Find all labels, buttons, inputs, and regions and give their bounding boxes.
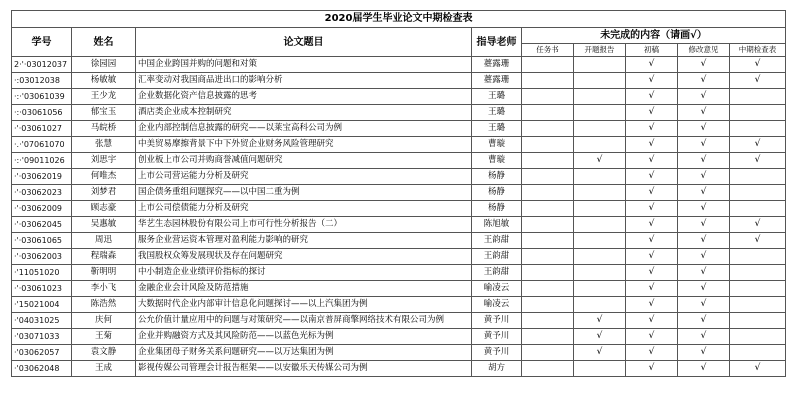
advisor-cell: 王璐 (472, 105, 522, 121)
student-name-cell: 程瑞森 (72, 249, 136, 265)
thesis-title-cell: 中国企业跨国并购的问题和对策 (136, 57, 472, 73)
student-name-cell: 靳明明 (72, 265, 136, 281)
table-row (12, 185, 786, 201)
check-cell-midterm (730, 185, 786, 201)
check-mark-icon: √ (700, 187, 707, 197)
check-mark-icon: √ (700, 331, 707, 341)
check-cell-proposal (574, 169, 626, 185)
check-mark-icon: √ (700, 171, 707, 181)
check-cell-revision (678, 297, 730, 313)
table-row (12, 297, 786, 313)
student-name-cell: 王菊 (72, 329, 136, 345)
check-cell-draft (626, 361, 678, 377)
advisor-cell: 王璐 (472, 121, 522, 137)
check-mark-icon: √ (648, 267, 655, 277)
thesis-title-cell: 企业内部控制信息披露的研究——以莱宝高科公司为例 (136, 121, 472, 137)
check-mark-icon: √ (700, 267, 707, 277)
check-mark-icon: √ (596, 315, 603, 325)
advisor-cell: 杨静 (472, 185, 522, 201)
check-mark-icon: √ (648, 123, 655, 133)
check-cell-midterm (730, 217, 786, 233)
advisor-cell: 陈旭敏 (472, 217, 522, 233)
table-row (12, 57, 786, 73)
table-row (12, 265, 786, 281)
check-mark-icon: √ (648, 155, 655, 165)
advisor-cell: 杨静 (472, 201, 522, 217)
check-cell-proposal (574, 57, 626, 73)
check-cell-draft (626, 329, 678, 345)
check-cell-proposal (574, 297, 626, 313)
thesis-title-cell: 华艺生态园林股份有限公司上市可行性分析报告（二） (136, 217, 472, 233)
check-mark-icon: √ (648, 363, 655, 373)
check-mark-icon: √ (754, 139, 761, 149)
table-row (12, 153, 786, 169)
table-row (12, 345, 786, 361)
table-row (12, 89, 786, 105)
check-mark-icon: √ (700, 203, 707, 213)
header-student-id: 学号 (12, 28, 72, 57)
check-mark-icon: √ (700, 283, 707, 293)
check-mark-icon: √ (700, 123, 707, 133)
thesis-title-cell: 上市公司偿债能力分析及研究 (136, 201, 472, 217)
table-row (12, 281, 786, 297)
student-id-cell: ·:·03061056 (12, 105, 72, 121)
check-cell-revision (678, 313, 730, 329)
check-cell-proposal (574, 233, 626, 249)
thesis-title-cell: 大数据时代企业内部审计信息化问题探讨——以上汽集团为例 (136, 297, 472, 313)
student-name-cell: 李小飞 (72, 281, 136, 297)
student-id-cell: ·'·03062009 (12, 201, 72, 217)
student-id-cell: ·'03071033 (12, 329, 72, 345)
check-mark-icon: √ (648, 299, 655, 309)
check-cell-task (522, 233, 574, 249)
check-cell-proposal (574, 185, 626, 201)
advisor-cell: 薹露珊 (472, 73, 522, 89)
check-cell-midterm (730, 233, 786, 249)
student-name-cell: 庆何 (72, 313, 136, 329)
thesis-title-cell: 中美贸易摩擦背景下中下外贸企业财务风险管理研究 (136, 137, 472, 153)
check-cell-revision (678, 217, 730, 233)
table-body (12, 57, 786, 377)
check-cell-proposal (574, 153, 626, 169)
check-cell-draft (626, 201, 678, 217)
table-title: 2020届学生毕业论文中期检查表 (12, 11, 786, 28)
header-name: 姓名 (72, 28, 136, 57)
header-sub-draft: 初稿 (626, 44, 678, 57)
check-cell-draft (626, 265, 678, 281)
check-cell-revision (678, 361, 730, 377)
student-name-cell: 马皖桥 (72, 121, 136, 137)
check-mark-icon: √ (648, 251, 655, 261)
check-cell-task (522, 201, 574, 217)
check-mark-icon: √ (700, 347, 707, 357)
thesis-title-cell: 上市公司营运能力分析及研究 (136, 169, 472, 185)
student-name-cell: 郁宝玉 (72, 105, 136, 121)
student-id-cell: ·'·03061065 (12, 233, 72, 249)
check-cell-task (522, 169, 574, 185)
check-cell-task (522, 73, 574, 89)
table-row (12, 201, 786, 217)
advisor-cell: 王璐 (472, 89, 522, 105)
advisor-cell: 胡方 (472, 361, 522, 377)
check-cell-proposal (574, 249, 626, 265)
advisor-cell: 王韵甜 (472, 249, 522, 265)
check-mark-icon: √ (648, 171, 655, 181)
thesis-title-cell: 金融企业会计风险及防范措施 (136, 281, 472, 297)
check-cell-proposal (574, 217, 626, 233)
advisor-cell: 曹璇 (472, 153, 522, 169)
student-name-cell: 王少龙 (72, 89, 136, 105)
student-name-cell: 王成 (72, 361, 136, 377)
check-cell-task (522, 153, 574, 169)
student-id-cell: ·'·03062019 (12, 169, 72, 185)
check-mark-icon: √ (648, 331, 655, 341)
check-cell-draft (626, 313, 678, 329)
check-mark-icon: √ (648, 107, 655, 117)
check-cell-revision (678, 73, 730, 89)
check-cell-revision (678, 89, 730, 105)
check-cell-draft (626, 105, 678, 121)
student-name-cell: 刘思宇 (72, 153, 136, 169)
header-incomplete: 未完成的内容（请画√） (522, 28, 786, 44)
student-id-cell: ·'·03062045 (12, 217, 72, 233)
advisor-cell: 喻凌云 (472, 297, 522, 313)
table-row (12, 329, 786, 345)
student-id-cell: ·'03062048 (12, 361, 72, 377)
check-cell-task (522, 297, 574, 313)
check-cell-proposal (574, 73, 626, 89)
check-cell-midterm (730, 345, 786, 361)
check-cell-draft (626, 233, 678, 249)
check-cell-midterm (730, 265, 786, 281)
check-mark-icon: √ (754, 75, 761, 85)
check-cell-proposal (574, 201, 626, 217)
check-mark-icon: √ (700, 219, 707, 229)
check-mark-icon: √ (754, 155, 761, 165)
thesis-title-cell: 影视传媒公司管理会计报告框架——以安徽乐天传媒公司为例 (136, 361, 472, 377)
header-sub-revision: 修改意见 (678, 44, 730, 57)
check-cell-task (522, 313, 574, 329)
check-cell-proposal (574, 265, 626, 281)
check-cell-revision (678, 137, 730, 153)
check-cell-midterm (730, 89, 786, 105)
student-id-cell: ·'04031025 (12, 313, 72, 329)
check-cell-revision (678, 233, 730, 249)
student-name-cell: 杨敏敏 (72, 73, 136, 89)
advisor-cell: 曹璇 (472, 137, 522, 153)
check-cell-revision (678, 121, 730, 137)
check-cell-proposal (574, 345, 626, 361)
check-cell-midterm (730, 169, 786, 185)
thesis-title-cell: 我国股权众筹发展现状及存在问题研究 (136, 249, 472, 265)
advisor-cell: 黄予川 (472, 345, 522, 361)
student-name-cell: 张慧 (72, 137, 136, 153)
check-cell-midterm (730, 361, 786, 377)
check-mark-icon: √ (700, 107, 707, 117)
student-id-cell: ·'·03061027 (12, 121, 72, 137)
check-cell-draft (626, 57, 678, 73)
check-cell-midterm (730, 329, 786, 345)
check-cell-proposal (574, 121, 626, 137)
check-cell-draft (626, 89, 678, 105)
check-cell-draft (626, 121, 678, 137)
check-cell-draft (626, 137, 678, 153)
student-name-cell: 袁文静 (72, 345, 136, 361)
check-mark-icon: √ (648, 203, 655, 213)
check-cell-draft (626, 169, 678, 185)
student-name-cell: 顾志豪 (72, 201, 136, 217)
check-mark-icon: √ (596, 347, 603, 357)
check-mark-icon: √ (700, 155, 707, 165)
table-row (12, 105, 786, 121)
check-cell-task (522, 89, 574, 105)
check-cell-revision (678, 201, 730, 217)
student-id-cell: ·'15021004 (12, 297, 72, 313)
check-mark-icon: √ (648, 59, 655, 69)
thesis-title-cell: 酒店类企业成本控制研究 (136, 105, 472, 121)
check-cell-midterm (730, 57, 786, 73)
check-cell-task (522, 329, 574, 345)
check-mark-icon: √ (754, 235, 761, 245)
check-cell-revision (678, 185, 730, 201)
advisor-cell: 薹露珊 (472, 57, 522, 73)
thesis-title-cell: 公允价值计量应用中的问题与对策研究——以南京普屏商擎网络技术有限公司为例 (136, 313, 472, 329)
thesis-title-cell: 企业并购融资方式及其风险防范——以蓝色光标为例 (136, 329, 472, 345)
check-cell-midterm (730, 201, 786, 217)
thesis-title-cell: 企业集团母子财务关系问题研究——以万达集团为例 (136, 345, 472, 361)
check-mark-icon: √ (596, 155, 603, 165)
check-cell-proposal (574, 89, 626, 105)
check-cell-proposal (574, 329, 626, 345)
check-mark-icon: √ (700, 299, 707, 309)
student-name-cell: 吴惠敏 (72, 217, 136, 233)
table-row (12, 313, 786, 329)
check-cell-task (522, 345, 574, 361)
table-row (12, 233, 786, 249)
check-mark-icon: √ (648, 187, 655, 197)
table-row (12, 361, 786, 377)
check-cell-draft (626, 249, 678, 265)
thesis-title-cell: 中小制造企业业绩评价指标的探讨 (136, 265, 472, 281)
check-cell-revision (678, 57, 730, 73)
check-mark-icon: √ (754, 219, 761, 229)
midterm-check-table (11, 10, 786, 377)
check-cell-revision (678, 329, 730, 345)
check-cell-midterm (730, 297, 786, 313)
header-advisor: 指导老师 (472, 28, 522, 57)
header-sub-midterm: 中期检查表 (730, 44, 786, 57)
thesis-title-cell: 汇率变动对我国商品进出口的影响分析 (136, 73, 472, 89)
check-mark-icon: √ (700, 363, 707, 373)
table-row (12, 217, 786, 233)
check-cell-proposal (574, 281, 626, 297)
check-cell-proposal (574, 313, 626, 329)
thesis-title-cell: 服务企业营运资本管理对盈利能力影响的研究 (136, 233, 472, 249)
check-cell-task (522, 265, 574, 281)
advisor-cell: 黄予川 (472, 313, 522, 329)
thesis-title-cell: 企业数据化资产信息披露的思考 (136, 89, 472, 105)
header-sub-task: 任务书 (522, 44, 574, 57)
check-mark-icon: √ (754, 363, 761, 373)
check-cell-task (522, 57, 574, 73)
student-name-cell: 何唯杰 (72, 169, 136, 185)
check-cell-draft (626, 73, 678, 89)
check-cell-midterm (730, 137, 786, 153)
thesis-title-cell: 创业板上市公司并购商誉减值问题研究 (136, 153, 472, 169)
student-id-cell: 2·'·03012037 (12, 57, 72, 73)
check-cell-draft (626, 281, 678, 297)
advisor-cell: 王韵甜 (472, 233, 522, 249)
check-cell-draft (626, 297, 678, 313)
student-id-cell: ·'03062057 (12, 345, 72, 361)
student-id-cell: ·'·03062023 (12, 185, 72, 201)
table-row (12, 73, 786, 89)
check-mark-icon: √ (648, 347, 655, 357)
check-mark-icon: √ (596, 331, 603, 341)
check-cell-task (522, 217, 574, 233)
check-cell-task (522, 137, 574, 153)
student-name-cell: 刘梦君 (72, 185, 136, 201)
check-cell-revision (678, 265, 730, 281)
check-cell-midterm (730, 249, 786, 265)
header-sub-proposal: 开题报告 (574, 44, 626, 57)
student-id-cell: ·'11051020 (12, 265, 72, 281)
check-cell-revision (678, 153, 730, 169)
check-mark-icon: √ (754, 59, 761, 69)
student-id-cell: ·.·'07061070 (12, 137, 72, 153)
check-mark-icon: √ (700, 235, 707, 245)
check-cell-draft (626, 217, 678, 233)
check-mark-icon: √ (700, 251, 707, 261)
check-mark-icon: √ (648, 283, 655, 293)
check-cell-proposal (574, 361, 626, 377)
advisor-cell: 王韵甜 (472, 265, 522, 281)
check-cell-midterm (730, 281, 786, 297)
check-cell-task (522, 121, 574, 137)
check-cell-proposal (574, 105, 626, 121)
student-id-cell: ·:·'09011026 (12, 153, 72, 169)
check-mark-icon: √ (648, 235, 655, 245)
header-thesis-title: 论文题目 (136, 28, 472, 57)
check-cell-task (522, 185, 574, 201)
check-mark-icon: √ (700, 75, 707, 85)
check-mark-icon: √ (648, 139, 655, 149)
check-mark-icon: √ (700, 59, 707, 69)
check-cell-task (522, 249, 574, 265)
check-cell-revision (678, 249, 730, 265)
check-cell-midterm (730, 73, 786, 89)
advisor-cell: 喻凌云 (472, 281, 522, 297)
check-cell-task (522, 361, 574, 377)
check-mark-icon: √ (700, 315, 707, 325)
check-cell-revision (678, 345, 730, 361)
check-cell-draft (626, 153, 678, 169)
check-cell-task (522, 105, 574, 121)
check-mark-icon: √ (700, 91, 707, 101)
table-row (12, 121, 786, 137)
check-cell-draft (626, 185, 678, 201)
check-cell-midterm (730, 153, 786, 169)
student-id-cell: ·'·03061023 (12, 281, 72, 297)
check-cell-revision (678, 169, 730, 185)
student-name-cell: 徐园园 (72, 57, 136, 73)
check-cell-revision (678, 281, 730, 297)
check-cell-task (522, 281, 574, 297)
table-row (12, 249, 786, 265)
student-name-cell: 周迅 (72, 233, 136, 249)
check-mark-icon: √ (648, 75, 655, 85)
check-mark-icon: √ (648, 315, 655, 325)
check-mark-icon: √ (700, 139, 707, 149)
advisor-cell: 黄予川 (472, 329, 522, 345)
check-mark-icon: √ (648, 219, 655, 229)
student-id-cell: ·:·'03061039 (12, 89, 72, 105)
check-cell-draft (626, 345, 678, 361)
student-id-cell: ·'·03062003 (12, 249, 72, 265)
advisor-cell: 杨静 (472, 169, 522, 185)
check-cell-midterm (730, 121, 786, 137)
check-mark-icon: √ (648, 91, 655, 101)
table-row (12, 169, 786, 185)
check-cell-proposal (574, 137, 626, 153)
thesis-title-cell: 国企债务重组问题探究——以中国二重为例 (136, 185, 472, 201)
check-cell-midterm (730, 105, 786, 121)
student-id-cell: ·:03012038 (12, 73, 72, 89)
check-cell-revision (678, 105, 730, 121)
table-row (12, 137, 786, 153)
student-name-cell: 陈浩然 (72, 297, 136, 313)
check-cell-midterm (730, 313, 786, 329)
